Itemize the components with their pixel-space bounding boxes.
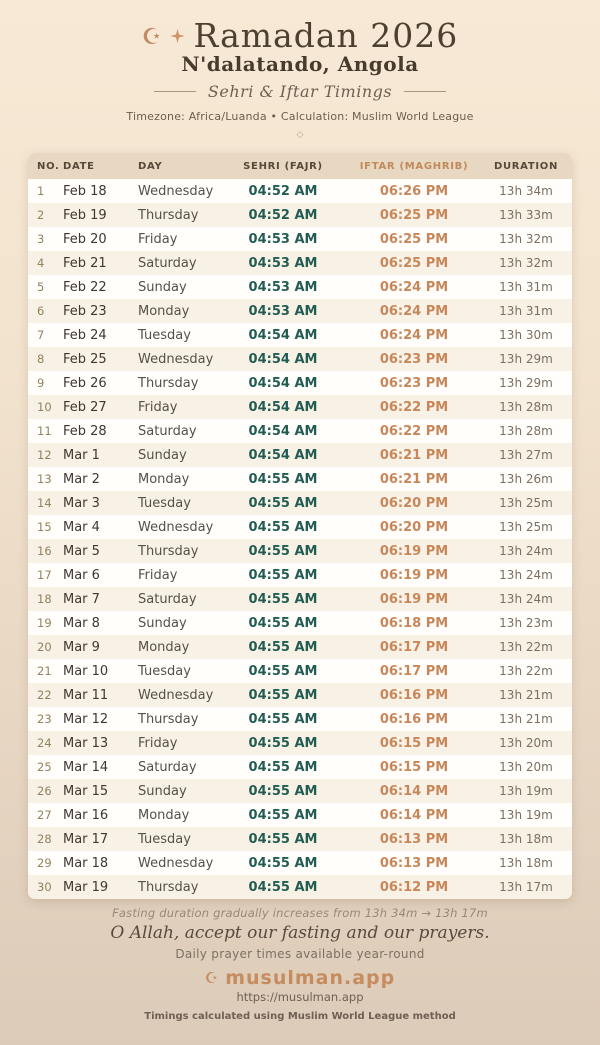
iftar-time: 06:22 PM [379, 399, 449, 415]
row-number: 10 [37, 400, 52, 414]
day-cell: Wednesday [138, 687, 214, 703]
iftar-time: 06:21 PM [379, 447, 449, 463]
date-cell: Mar 13 [63, 735, 109, 751]
table-row [28, 851, 572, 875]
date-cell: Feb 20 [63, 231, 107, 247]
day-cell: Monday [138, 639, 190, 655]
date-cell: Mar 15 [63, 783, 109, 799]
website-link[interactable]: https://musulman.app [236, 990, 364, 1004]
day-cell: Tuesday [138, 831, 191, 847]
day-cell: Thursday [138, 879, 199, 895]
duration-cell: 13h 30m [499, 328, 553, 342]
column-header-duration: DURATION [493, 160, 559, 172]
date-cell: Mar 6 [63, 567, 100, 583]
iftar-time: 06:14 PM [379, 783, 449, 799]
iftar-time: 06:16 PM [379, 687, 449, 703]
page-footer [0, 906, 600, 1022]
duration-cell: 13h 23m [499, 616, 553, 630]
date-cell: Feb 22 [63, 279, 107, 295]
sehri-time: 04:52 AM [248, 207, 318, 223]
row-number: 24 [37, 736, 52, 750]
divider-line-right [404, 91, 446, 92]
duration-cell: 13h 28m [499, 400, 553, 414]
tagline-row [0, 82, 600, 101]
day-cell: Wednesday [138, 519, 214, 535]
date-cell: Mar 7 [63, 591, 100, 607]
day-cell: Sunday [138, 783, 187, 799]
iftar-time: 06:24 PM [379, 279, 449, 295]
row-number: 11 [37, 424, 52, 438]
date-cell: Feb 18 [63, 183, 107, 199]
row-number: 3 [37, 232, 45, 246]
diamond-ornament: ◇ [296, 130, 304, 140]
title-row [0, 18, 600, 54]
day-cell: Saturday [138, 255, 197, 271]
date-cell: Mar 18 [63, 855, 109, 871]
day-cell: Tuesday [138, 495, 191, 511]
table-row [28, 227, 572, 251]
row-number: 22 [37, 688, 52, 702]
duration-cell: 13h 29m [499, 376, 553, 390]
table-row [28, 467, 572, 491]
sehri-time: 04:55 AM [248, 879, 318, 895]
iftar-time: 06:17 PM [379, 639, 449, 655]
iftar-time: 06:20 PM [379, 495, 449, 511]
day-cell: Tuesday [138, 663, 191, 679]
iftar-time: 06:21 PM [379, 471, 449, 487]
date-cell: Feb 25 [63, 351, 107, 367]
divider-line-left [154, 91, 196, 92]
table-header-row [28, 153, 572, 179]
sehri-time: 04:55 AM [248, 711, 318, 727]
sehri-time: 04:52 AM [248, 183, 318, 199]
row-number: 4 [37, 256, 45, 270]
duration-cell: 13h 24m [499, 568, 553, 582]
row-number: 12 [37, 448, 52, 462]
day-cell: Tuesday [138, 327, 191, 343]
row-number: 8 [37, 352, 45, 366]
table-row [28, 779, 572, 803]
iftar-time: 06:25 PM [379, 231, 449, 247]
date-cell: Mar 12 [63, 711, 109, 727]
duration-cell: 13h 21m [499, 712, 553, 726]
row-number: 19 [37, 616, 52, 630]
sehri-time: 04:55 AM [248, 783, 318, 799]
duration-cell: 13h 19m [499, 784, 553, 798]
table-row [28, 251, 572, 275]
date-cell: Feb 24 [63, 327, 107, 343]
row-number: 5 [37, 280, 45, 294]
iftar-time: 06:16 PM [379, 711, 449, 727]
day-cell: Thursday [138, 711, 199, 727]
iftar-time: 06:23 PM [379, 375, 449, 391]
row-number: 1 [37, 184, 45, 198]
row-number: 28 [37, 832, 52, 846]
sehri-time: 04:55 AM [248, 567, 318, 583]
iftar-time: 06:19 PM [379, 591, 449, 607]
column-header-sehri: SEHRI (FAJR) [243, 160, 323, 172]
table-row [28, 587, 572, 611]
date-cell: Feb 26 [63, 375, 107, 391]
date-cell: Mar 8 [63, 615, 100, 631]
duration-cell: 13h 28m [499, 424, 553, 438]
day-cell: Saturday [138, 591, 197, 607]
row-number: 13 [37, 472, 52, 486]
table-row [28, 683, 572, 707]
brand-row [0, 967, 600, 989]
day-cell: Saturday [138, 423, 197, 439]
date-cell: Feb 28 [63, 423, 107, 439]
row-number: 7 [37, 328, 45, 342]
duration-cell: 13h 24m [499, 544, 553, 558]
duration-cell: 13h 18m [499, 832, 553, 846]
sehri-time: 04:54 AM [248, 399, 318, 415]
sehri-time: 04:55 AM [248, 759, 318, 775]
table-row [28, 827, 572, 851]
day-cell: Thursday [138, 375, 199, 391]
duration-cell: 13h 18m [499, 856, 553, 870]
duration-cell: 13h 25m [499, 520, 553, 534]
iftar-time: 06:19 PM [379, 543, 449, 559]
table-row [28, 491, 572, 515]
table-row [28, 707, 572, 731]
column-header-no: NO. [37, 160, 60, 172]
date-cell: Feb 27 [63, 399, 107, 415]
duration-cell: 13h 27m [499, 448, 553, 462]
sehri-time: 04:53 AM [248, 255, 318, 271]
iftar-time: 06:15 PM [379, 735, 449, 751]
iftar-time: 06:12 PM [379, 879, 449, 895]
day-cell: Friday [138, 231, 178, 247]
sehri-time: 04:54 AM [248, 327, 318, 343]
sehri-time: 04:55 AM [248, 519, 318, 535]
row-number: 18 [37, 592, 52, 606]
iftar-time: 06:25 PM [379, 207, 449, 223]
iftar-time: 06:17 PM [379, 663, 449, 679]
duration-cell: 13h 31m [499, 304, 553, 318]
column-header-day: DAY [138, 160, 163, 172]
row-number: 15 [37, 520, 52, 534]
day-cell: Friday [138, 399, 178, 415]
sehri-time: 04:55 AM [248, 591, 318, 607]
sehri-time: 04:55 AM [248, 639, 318, 655]
date-cell: Mar 16 [63, 807, 109, 823]
table-row [28, 299, 572, 323]
date-cell: Mar 1 [63, 447, 100, 463]
date-cell: Mar 4 [63, 519, 100, 535]
row-number: 26 [37, 784, 52, 798]
sehri-time: 04:55 AM [248, 471, 318, 487]
table-row [28, 443, 572, 467]
day-cell: Friday [138, 567, 178, 583]
duration-cell: 13h 17m [499, 880, 553, 894]
sehri-time: 04:55 AM [248, 687, 318, 703]
row-number: 23 [37, 712, 52, 726]
iftar-time: 06:13 PM [379, 831, 449, 847]
sehri-time: 04:54 AM [248, 351, 318, 367]
day-cell: Wednesday [138, 351, 214, 367]
sparkle-star-icon [170, 29, 184, 43]
row-number: 25 [37, 760, 52, 774]
page-title: Ramadan 2026 [193, 16, 459, 55]
sehri-time: 04:55 AM [248, 615, 318, 631]
day-cell: Thursday [138, 543, 199, 559]
day-cell: Monday [138, 807, 190, 823]
duration-cell: 13h 22m [499, 640, 553, 654]
iftar-time: 06:23 PM [379, 351, 449, 367]
sehri-time: 04:55 AM [248, 855, 318, 871]
day-cell: Saturday [138, 759, 197, 775]
row-number: 9 [37, 376, 45, 390]
table-body [28, 179, 572, 899]
location-subtitle: N'dalatando, Angola [181, 52, 419, 76]
row-number: 6 [37, 304, 45, 318]
iftar-time: 06:18 PM [379, 615, 449, 631]
availability-note: Daily prayer times available year-round [175, 947, 425, 961]
row-number: 27 [37, 808, 52, 822]
day-cell: Monday [138, 471, 190, 487]
table-row [28, 611, 572, 635]
day-cell: Sunday [138, 615, 187, 631]
column-header-iftar: IFTAR (MAGHRIB) [359, 160, 469, 172]
date-cell: Mar 3 [63, 495, 100, 511]
iftar-time: 06:13 PM [379, 855, 449, 871]
duration-cell: 13h 29m [499, 352, 553, 366]
iftar-time: 06:26 PM [379, 183, 449, 199]
iftar-time: 06:15 PM [379, 759, 449, 775]
iftar-time: 06:14 PM [379, 807, 449, 823]
row-number: 30 [37, 880, 52, 894]
table-row [28, 875, 572, 899]
table-row [28, 539, 572, 563]
day-cell: Sunday [138, 447, 187, 463]
table-row [28, 635, 572, 659]
iftar-time: 06:22 PM [379, 423, 449, 439]
date-cell: Feb 21 [63, 255, 107, 271]
table-row [28, 371, 572, 395]
duration-cell: 13h 22m [499, 664, 553, 678]
duration-cell: 13h 26m [499, 472, 553, 486]
timezone-calculation-meta: Timezone: Africa/Luanda • Calculation: Muslim World League [126, 110, 474, 123]
duration-cell: 13h 33m [499, 208, 553, 222]
duration-cell: 13h 32m [499, 256, 553, 270]
date-cell: Mar 14 [63, 759, 109, 775]
date-cell: Mar 17 [63, 831, 109, 847]
iftar-time: 06:19 PM [379, 567, 449, 583]
row-number: 17 [37, 568, 52, 582]
table-row [28, 203, 572, 227]
table-row [28, 755, 572, 779]
row-number: 14 [37, 496, 52, 510]
duration-cell: 13h 25m [499, 496, 553, 510]
duration-cell: 13h 19m [499, 808, 553, 822]
page-header [0, 0, 600, 140]
date-cell: Mar 9 [63, 639, 100, 655]
iftar-time: 06:24 PM [379, 303, 449, 319]
date-cell: Feb 19 [63, 207, 107, 223]
row-number: 20 [37, 640, 52, 654]
table-row [28, 395, 572, 419]
iftar-time: 06:20 PM [379, 519, 449, 535]
date-cell: Mar 5 [63, 543, 100, 559]
crescent-moon-icon: ☪ [141, 25, 162, 50]
duration-cell: 13h 32m [499, 232, 553, 246]
duration-cell: 13h 21m [499, 688, 553, 702]
sehri-time: 04:55 AM [248, 663, 318, 679]
table-row [28, 731, 572, 755]
dua-quote: O Allah, accept our fasting and our prayers. [110, 923, 490, 943]
date-cell: Feb 23 [63, 303, 107, 319]
row-number: 29 [37, 856, 52, 870]
date-cell: Mar 2 [63, 471, 100, 487]
day-cell: Wednesday [138, 855, 214, 871]
row-number: 21 [37, 664, 52, 678]
day-cell: Monday [138, 303, 190, 319]
table-row [28, 323, 572, 347]
table-row [28, 563, 572, 587]
iftar-time: 06:25 PM [379, 255, 449, 271]
table-row [28, 419, 572, 443]
tagline-text: Sehri & Iftar Timings [207, 82, 393, 101]
sehri-time: 04:54 AM [248, 423, 318, 439]
brand-name: musulman.app [225, 967, 396, 989]
date-cell: Mar 11 [63, 687, 109, 703]
sehri-time: 04:55 AM [248, 831, 318, 847]
fasting-duration-note: Fasting duration gradually increases from 13h 34m → 13h 17m [112, 906, 488, 920]
table-row [28, 803, 572, 827]
duration-cell: 13h 20m [499, 760, 553, 774]
table-row [28, 179, 572, 203]
sehri-time: 04:54 AM [248, 447, 318, 463]
day-cell: Thursday [138, 207, 199, 223]
duration-cell: 13h 24m [499, 592, 553, 606]
table-row [28, 347, 572, 371]
row-number: 2 [37, 208, 45, 222]
calculation-method-note: Timings calculated using Muslim World League method [144, 1011, 456, 1022]
table-row [28, 515, 572, 539]
crescent-moon-icon: ☪ [204, 968, 219, 987]
sehri-time: 04:55 AM [248, 543, 318, 559]
iftar-time: 06:24 PM [379, 327, 449, 343]
column-header-date: DATE [63, 160, 95, 172]
sehri-time: 04:55 AM [248, 807, 318, 823]
day-cell: Sunday [138, 279, 187, 295]
sehri-time: 04:55 AM [248, 735, 318, 751]
sehri-time: 04:53 AM [248, 231, 318, 247]
duration-cell: 13h 34m [499, 184, 553, 198]
duration-cell: 13h 20m [499, 736, 553, 750]
row-number: 16 [37, 544, 52, 558]
sehri-time: 04:53 AM [248, 279, 318, 295]
sehri-time: 04:53 AM [248, 303, 318, 319]
sehri-time: 04:54 AM [248, 375, 318, 391]
date-cell: Mar 10 [63, 663, 109, 679]
date-cell: Mar 19 [63, 879, 109, 895]
duration-cell: 13h 31m [499, 280, 553, 294]
day-cell: Friday [138, 735, 178, 751]
table-row [28, 275, 572, 299]
table-row [28, 659, 572, 683]
sehri-time: 04:55 AM [248, 495, 318, 511]
day-cell: Wednesday [138, 183, 214, 199]
timings-table [28, 153, 572, 899]
